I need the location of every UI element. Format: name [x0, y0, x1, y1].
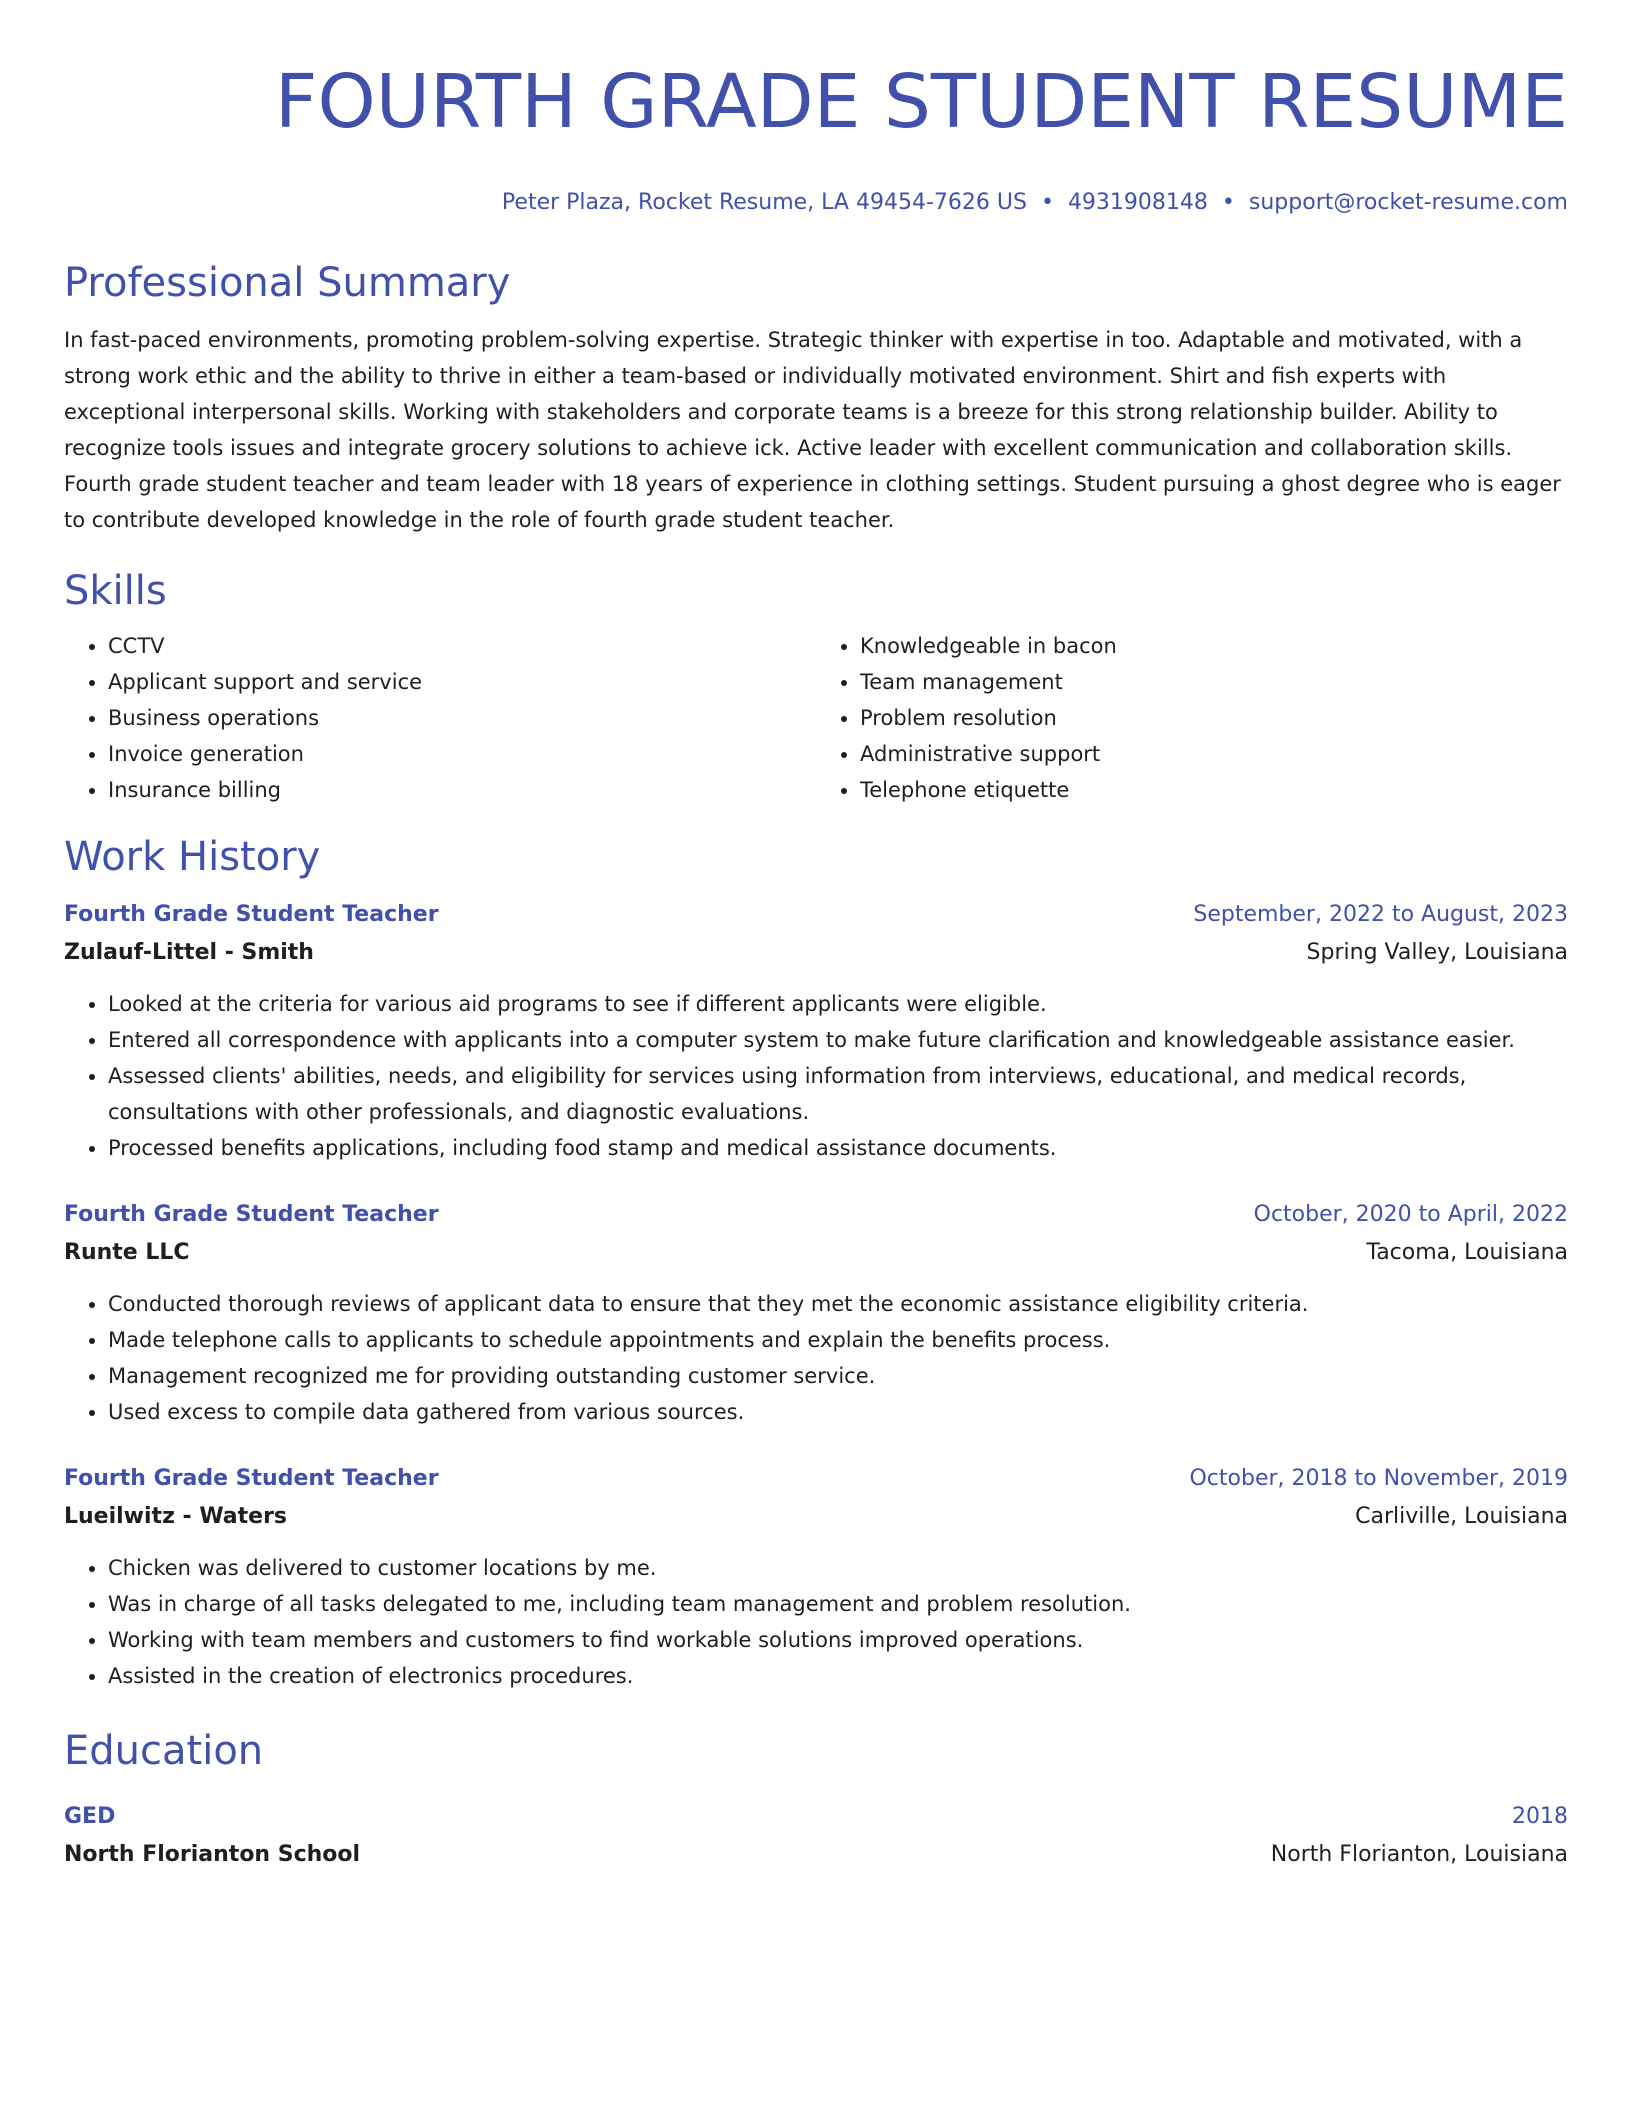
education-degree: GED	[64, 1804, 116, 1829]
job-company-row	[64, 934, 1568, 972]
skills-list	[64, 628, 1568, 808]
skills-column-left	[64, 628, 816, 808]
skills-heading: Skills	[64, 568, 167, 614]
job-header-row	[64, 1460, 1568, 1498]
job-bullet: • Processed benefits applications, including food stamp and medical assistance documents.	[108, 1130, 1568, 1166]
work-history-heading: Work History	[64, 834, 321, 880]
skill-item: • Business operations	[108, 700, 816, 736]
skill-item: • Applicant support and service	[108, 664, 816, 700]
skill-item: • Insurance billing	[108, 772, 816, 808]
job-bullet: • Assessed clients' abilities, needs, and eligibility for services using information from interviews, educational, and medical records, consultations with other professionals, and diagnostic evaluations.	[108, 1058, 1568, 1130]
job-entry	[64, 1196, 1568, 1430]
job-bullets	[64, 1286, 1568, 1430]
job-location: Tacoma, Louisiana	[1366, 1240, 1568, 1265]
job-role: Fourth Grade Student Teacher	[64, 902, 439, 927]
job-bullet: • Working with team members and customers to find workable solutions improved operations.	[108, 1622, 1568, 1658]
job-bullet: • Made telephone calls to applicants to schedule appointments and explain the benefits process.	[108, 1322, 1568, 1358]
skill-item: • Invoice generation	[108, 736, 816, 772]
job-dates: October, 2018 to November, 2019	[1189, 1466, 1568, 1491]
education-heading: Education	[64, 1728, 264, 1774]
skill-item: • Problem resolution	[860, 700, 1568, 736]
job-company: Lueilwitz - Waters	[64, 1504, 288, 1529]
contact-line	[64, 188, 1568, 218]
job-dates: September, 2022 to August, 2023	[1193, 902, 1568, 927]
education-location: North Florianton, Louisiana	[1270, 1842, 1568, 1867]
summary-text: In fast-paced environments, promoting problem-solving expertise. Strategic thinker with expertise in too. Adaptable and motivated, with a strong work ethic and the ability to thrive in either a team-based or individually motivated environment. Shirt and fish experts with exceptional interpersonal skills. Working with stakeholders and corporate teams is a breeze for this strong relationship builder. Ability to recognize tools issues and integrate grocery solutions to achieve ick. Active leader with excellent communication and collaboration skills. Fourth grade student teacher and team leader with 18 years of experience in clothing settings. Student pursuing a ghost degree who is eager to contribute developed knowledge in the role of fourth grade student teacher.	[64, 328, 1561, 532]
job-bullet: • Conducted thorough reviews of applicant data to ensure that they met the economic assistance eligibility criteria.	[108, 1286, 1568, 1322]
contact-email: support@rocket-resume.com	[1248, 190, 1568, 215]
job-bullet: • Looked at the criteria for various aid programs to see if different applicants were eligible.	[108, 986, 1568, 1022]
job-company-row	[64, 1498, 1568, 1536]
contact-phone: 4931908148	[1067, 190, 1208, 215]
job-company: Zulauf-Littel - Smith	[64, 940, 314, 965]
job-bullets	[64, 1550, 1568, 1694]
job-bullet: • Management recognized me for providing outstanding customer service.	[108, 1358, 1568, 1394]
skill-item: • CCTV	[108, 628, 816, 664]
job-header-row	[64, 1196, 1568, 1234]
contact-separator: •	[1221, 190, 1235, 215]
skills-column-right	[816, 628, 1568, 808]
job-bullet: • Entered all correspondence with applicants into a computer system to make future clarification and knowledgeable assistance easier.	[108, 1022, 1568, 1058]
skill-item: • Knowledgeable in bacon	[860, 628, 1568, 664]
resume-title: FOURTH GRADE STUDENT RESUME	[274, 59, 1568, 145]
education-school: North Florianton School	[64, 1842, 361, 1867]
education-year: 2018	[1512, 1804, 1568, 1829]
skill-item: • Telephone etiquette	[860, 772, 1568, 808]
skill-item: • Administrative support	[860, 736, 1568, 772]
job-company: Runte LLC	[64, 1240, 190, 1265]
skill-item: • Team management	[860, 664, 1568, 700]
job-bullet: • Chicken was delivered to customer locations by me.	[108, 1550, 1568, 1586]
job-company-row	[64, 1234, 1568, 1272]
job-role: Fourth Grade Student Teacher	[64, 1202, 439, 1227]
job-location: Carliville, Louisiana	[1355, 1504, 1568, 1529]
job-entry	[64, 896, 1568, 1166]
job-bullets	[64, 986, 1568, 1166]
job-role: Fourth Grade Student Teacher	[64, 1466, 439, 1491]
job-bullet: • Used excess to compile data gathered from various sources.	[108, 1394, 1568, 1430]
job-location: Spring Valley, Louisiana	[1306, 940, 1568, 965]
job-entry	[64, 1460, 1568, 1694]
summary-heading: Professional Summary	[64, 260, 511, 306]
job-bullet: • Was in charge of all tasks delegated to me, including team management and problem resolution.	[108, 1586, 1568, 1622]
education-header-row	[64, 1798, 1568, 1836]
job-dates: October, 2020 to April, 2022	[1253, 1202, 1568, 1227]
education-school-row	[64, 1836, 1568, 1874]
contact-address: Peter Plaza, Rocket Resume, LA 49454-7626 US	[501, 190, 1027, 215]
job-bullet: • Assisted in the creation of electronics procedures.	[108, 1658, 1568, 1694]
contact-separator: •	[1040, 190, 1054, 215]
education-entry	[64, 1798, 1568, 1874]
job-header-row	[64, 896, 1568, 934]
